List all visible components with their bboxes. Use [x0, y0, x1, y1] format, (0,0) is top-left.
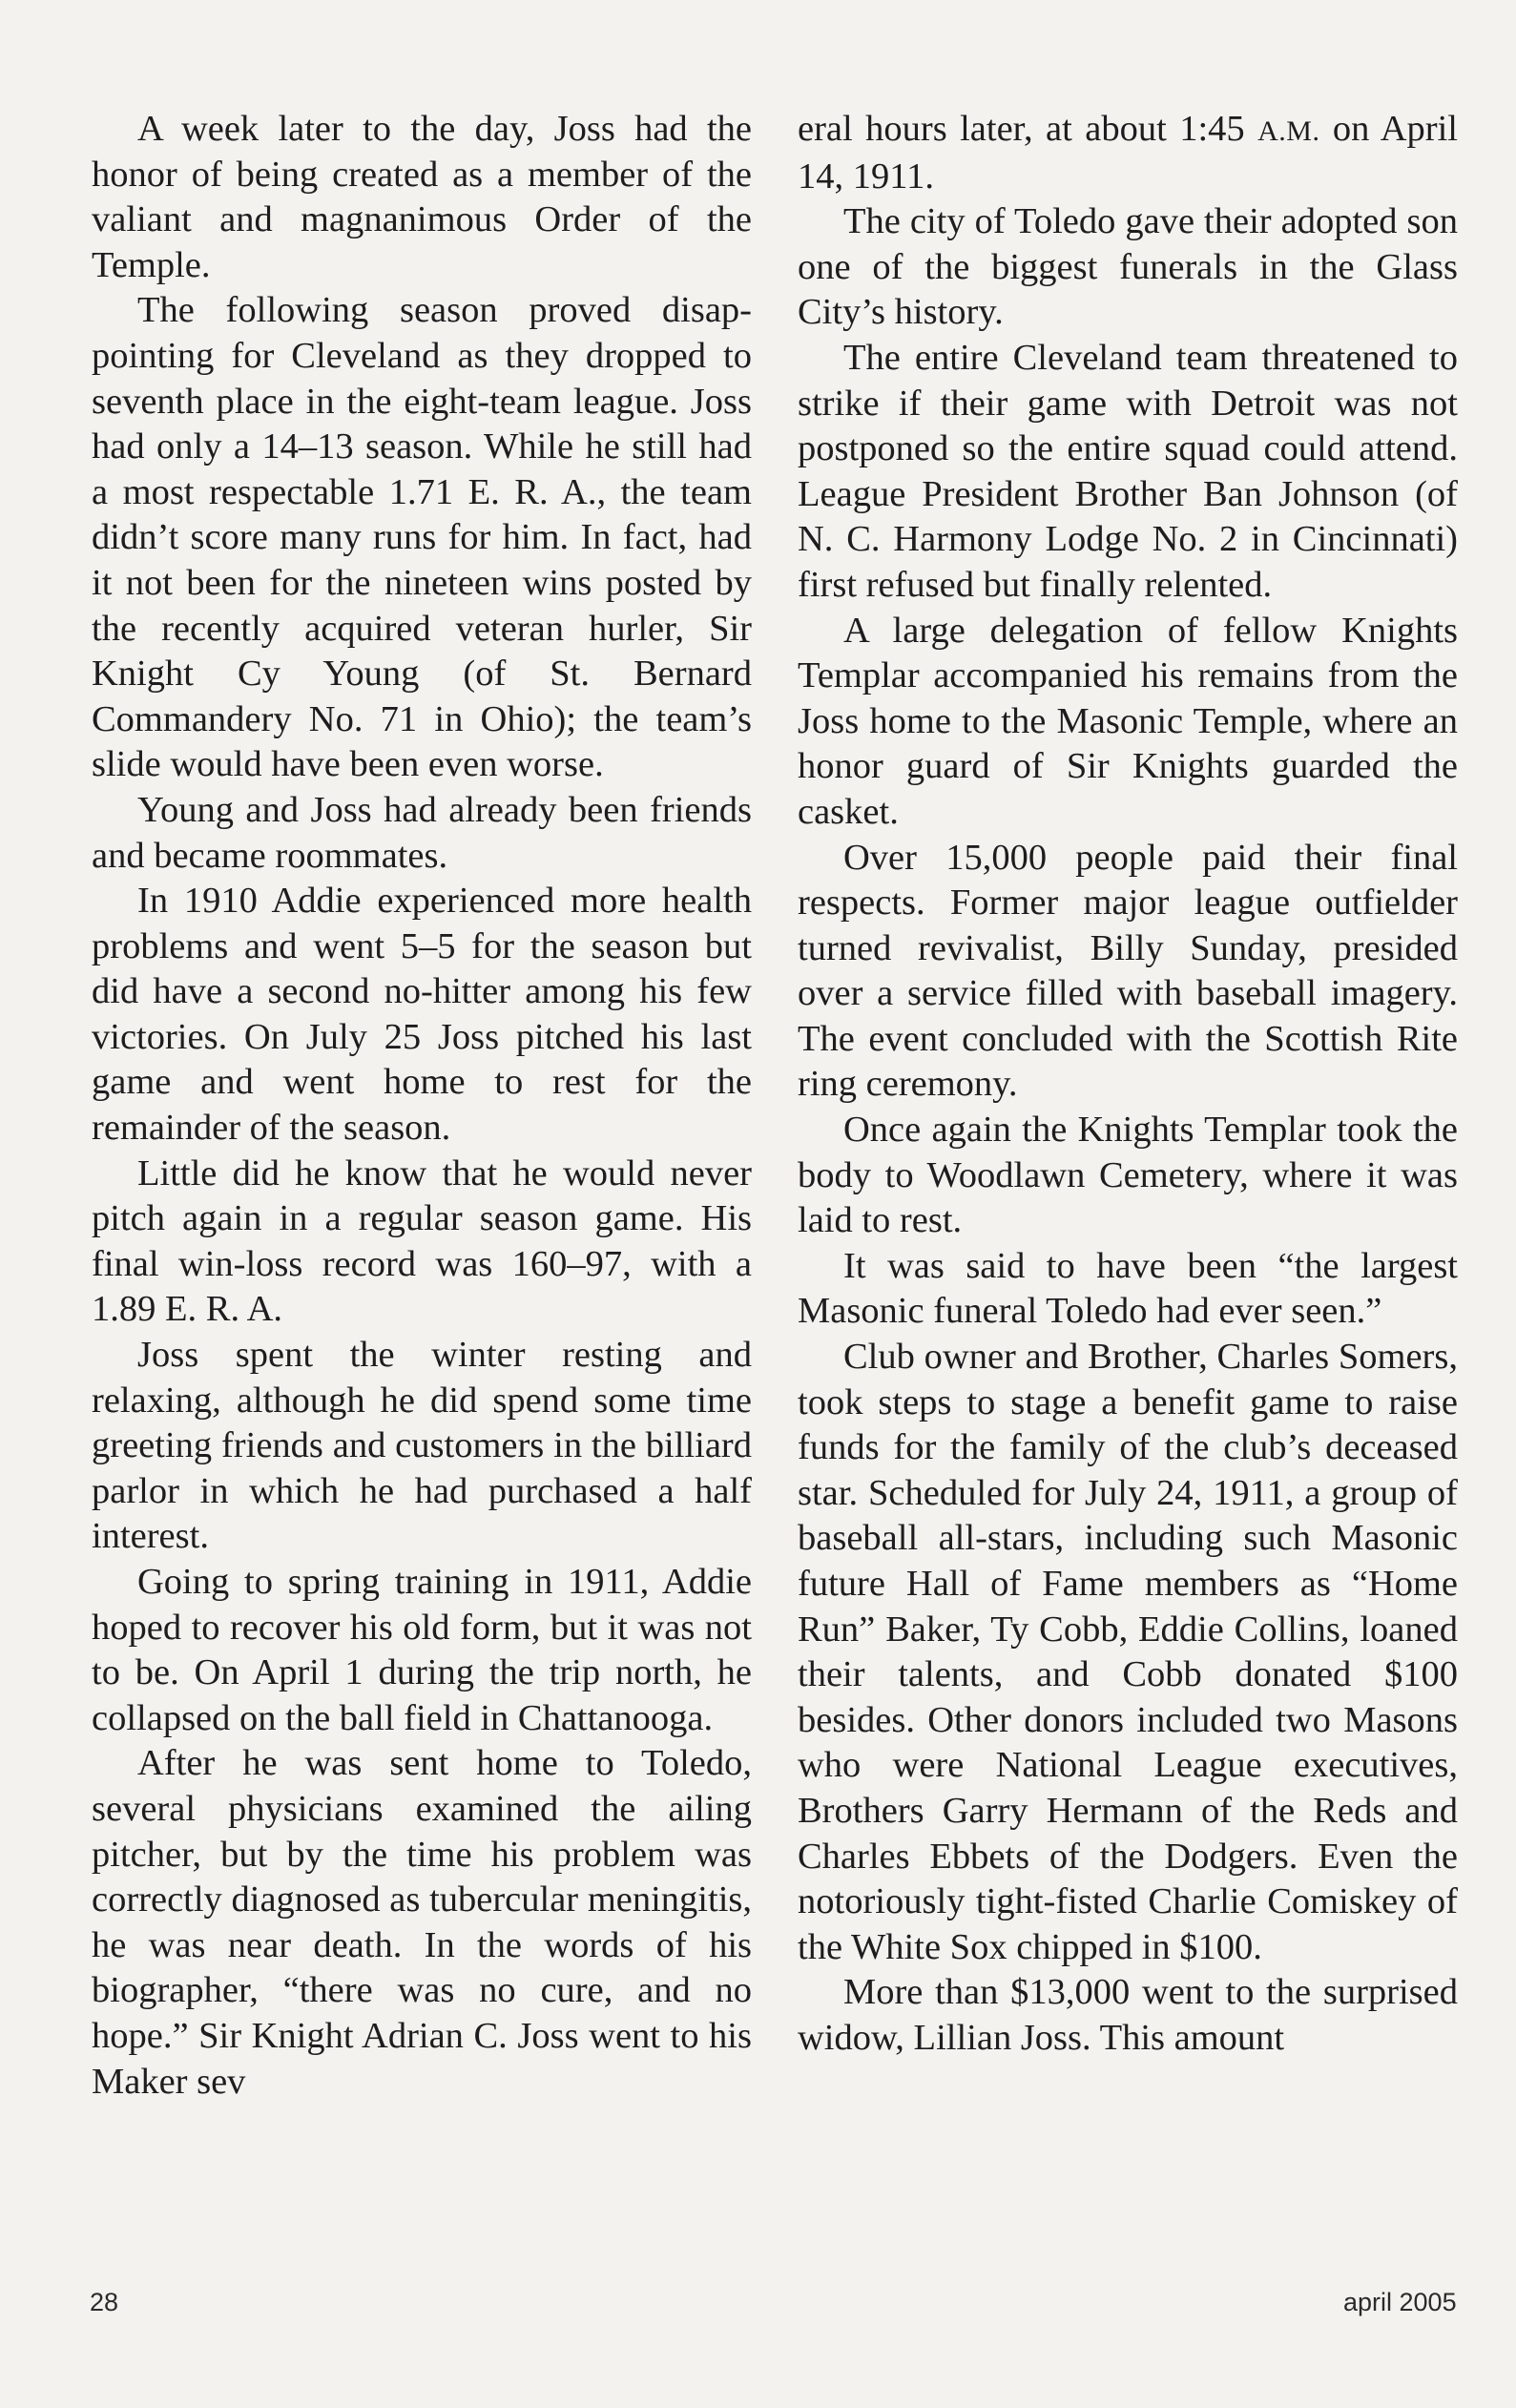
continued-text-end: on April 14, 1911. [798, 109, 1458, 197]
paragraph: Over 15,000 people paid their final respects. Former major league outfielder turned revivalist, Billy Sunday, presided over a service filled with baseball imagery. The event concluded with the Scottish Rite ring ceremony. [798, 837, 1458, 1105]
paragraph: Club owner and Brother, Charles Somers, took steps to stage a benefit game to raise funds for the family of the club’s deceased star. Scheduled for July 24, 1911, a group of baseball all-stars, including such Masonic future Hall of Fame members as “Home Run” Baker, Ty Cobb, Eddie Collins, loaned their talents, and Cobb donated $100 besides. Other donors included two Masons who were National League executives, Brothers Garry Hermann of the Reds and Charles Ebbets of the Dodgers. Even the notoriously tight-fisted Charlie Comiskey of the White Sox chipped in $100. [798, 1337, 1458, 1967]
right-text-column [798, 107, 1458, 2062]
paragraph: In 1910 Addie experienced more health problems and went 5–5 for the season but did have a second no-hitter among his few victories. On July 25 Joss pitched his last game and went home to rest for the remainder of the season. [92, 881, 752, 1149]
page-number: 28 [90, 2288, 119, 2316]
paragraph: Going to spring training in 1911, Addie hoped to recover his old form, but it was not to be. On April 1 during the trip north, he collapsed on the ball field in Chattanooga. [92, 1562, 752, 1738]
paragraph: It was said to have been “the largest Masonic funeral Toledo had ever seen.” [798, 1245, 1458, 1332]
paragraph: Little did he know that he would never pitch again in a regular season game. His final win-loss record was 160–97, with a 1.89 E. R. A. [92, 1152, 752, 1330]
paragraph: Joss spent the winter resting and relaxing, although he did spend some time greeting friends and customers in the billiard parlor in which he had purchased a half interest. [92, 1335, 752, 1557]
paragraph: The city of Toledo gave their adopted son one of the biggest funerals in the Glass City’s history. [798, 201, 1458, 333]
paragraph: More than $13,000 went to the surprised widow, Lillian Joss. This amount [798, 1972, 1458, 2058]
issue-date: april 2005 [1343, 2288, 1457, 2316]
left-text-column [92, 107, 752, 2105]
time-suffix: A.M. [1257, 115, 1320, 147]
continued-text-start: eral hours later, at about 1:45 [798, 109, 1245, 149]
paragraph: Once again the Knights Templar took the body to Woodlawn Cemetery, where it was laid to rest. [798, 1110, 1458, 1241]
paragraph: The entire Cleveland team threatened to strike if their game with Detroit was not postponed so the entire squad could attend. League President Brother Ban Johnson (of N. C. Harmony Lodge No. 2 in Cincinnati) first refused but finally relented. [798, 337, 1458, 605]
continued-paragraph [798, 107, 1458, 199]
paragraph: A week later to the day, Joss had the honor of being created as a member of the valiant and magnanimous Order of the Temple. [92, 109, 752, 285]
paragraph: A large delegation of fellow Knights Templar accompanied his remains from the Joss home to the Masonic Temple, where an honor guard of Sir Knights guarded the casket. [798, 610, 1458, 832]
paragraph: The following season proved disappointing for Cleveland as they dropped to seventh place in the eight-team league. Joss had only a 14–13 season. While he still had a most respectable 1.71 E. R. A., the team didn’t score many runs for him. In fact, had it not been for the nineteen wins posted by the recently acquired veteran hurler, Sir Knight Cy Young (of St. Bernard Commandery No. 71 in Ohio); the team’s slide would have been even worse. [92, 290, 752, 785]
paragraph: After he was sent home to Toledo, several physicians examined the ailing pitcher, but by the time his problem was correctly diagnosed as tubercular meningitis, he was near death. In the words of his biographer, “there was no cure, and no hope.” Sir Knight Adrian C. Joss went to his Maker sev [92, 1743, 752, 2102]
paragraph: Young and Joss had already been friends and became roommates. [92, 789, 752, 876]
